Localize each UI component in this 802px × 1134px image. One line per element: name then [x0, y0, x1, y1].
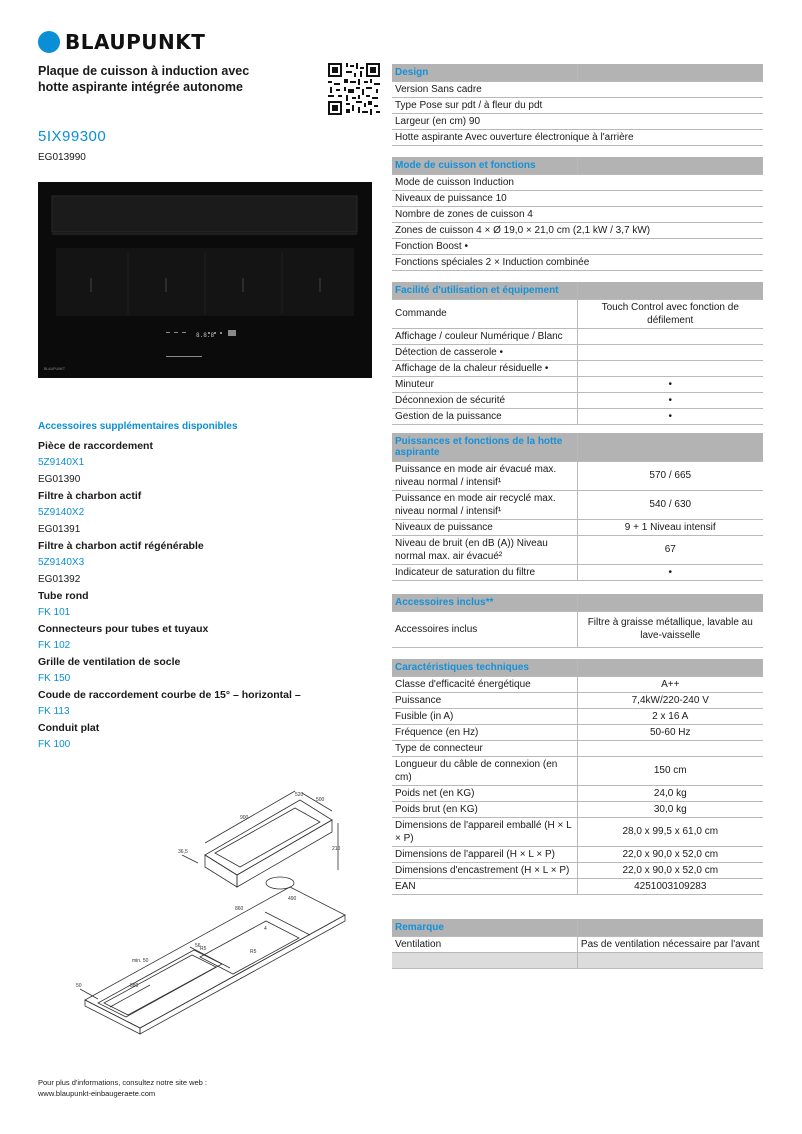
spec-key: Niveau de bruit (en dB (A)) Niveau normal max. air évacué²	[392, 535, 577, 564]
accessory-code: FK 100	[38, 739, 71, 750]
spec-key: Minuteur	[392, 376, 577, 392]
spec-key: Fréquence (en Hz)	[392, 724, 577, 740]
spec-value	[577, 360, 763, 376]
spec-value: 24,0 kg	[577, 785, 763, 801]
product-title-line-1: Plaque de cuisson à induction avec	[38, 64, 250, 78]
dim-label: R5	[250, 949, 257, 955]
accessory-code: FK 113	[38, 706, 70, 717]
spec-value: 50-60 Hz	[577, 724, 763, 740]
spec-value: 67	[577, 535, 763, 564]
accessory-item	[38, 654, 338, 687]
accessories-list	[38, 421, 338, 753]
accessory-code: 5Z9140X3	[38, 557, 85, 568]
spec-section-remark	[392, 919, 763, 969]
accessory-ref: EG01392	[38, 574, 81, 585]
spec-section-hood	[392, 433, 763, 581]
spec-value: 30,0 kg	[577, 801, 763, 817]
accessory-item	[38, 588, 338, 621]
dim-label: 490	[288, 896, 297, 902]
dim-label: 880	[130, 983, 139, 989]
spec-value: •	[577, 408, 763, 424]
spec-key: Poids net (en KG)	[392, 785, 577, 801]
spec-value: 22,0 x 90,0 x 52,0 cm	[577, 862, 763, 878]
spec-value: 22,0 x 90,0 x 52,0 cm	[577, 846, 763, 862]
accessory-name: Coude de raccordement courbe de 15° – horizontal –	[38, 689, 301, 701]
spec-value: A++	[577, 676, 763, 692]
spec-key: Accessoires inclus	[392, 611, 577, 647]
spec-row: Nombre de zones de cuisson 4	[392, 206, 763, 222]
spec-row: Mode de cuisson Induction	[392, 174, 763, 190]
spec-key: Dimensions d'encastrement (H × L × P)	[392, 862, 577, 878]
spec-value: •	[577, 376, 763, 392]
footer	[38, 1077, 207, 1099]
footer-link[interactable]: www.blaupunkt-einbaugeraete.com	[38, 1089, 156, 1098]
dim-label: 900	[240, 815, 249, 821]
spec-value: 2 x 16 A	[577, 708, 763, 724]
accessory-name: Tube rond	[38, 590, 89, 602]
spec-value: Filtre à graisse métallique, lavable au lave-vaisselle	[577, 611, 763, 647]
technical-drawing	[70, 775, 350, 1040]
accessory-name: Filtre à charbon actif	[38, 490, 142, 502]
spec-key: Dimensions de l'appareil (H × L × P)	[392, 846, 577, 862]
section-heading: Facilité d'utilisation et équipement	[392, 282, 577, 299]
spec-value: 540 / 630	[577, 490, 763, 519]
spec-value: Touch Control avec fonction de défilement	[577, 299, 763, 328]
spec-row: Fonctions spéciales 2 × Induction combinée	[392, 254, 763, 270]
dim-label: 56	[195, 943, 201, 949]
product-title-line-2: hotte aspirante intégrée autonome	[38, 80, 243, 94]
display-digits: 8.8.8	[196, 332, 215, 339]
section-heading: Caractéristiques techniques	[392, 659, 577, 676]
spec-key: Poids brut (en KG)	[392, 801, 577, 817]
spec-section-design	[392, 64, 763, 146]
dim-label: 860	[235, 906, 244, 912]
spec-key: Niveaux de puissance	[392, 519, 577, 535]
spec-value: 570 / 665	[577, 461, 763, 490]
accessory-ref: EG01390	[38, 474, 81, 485]
accessory-item	[38, 687, 338, 720]
spec-section-included	[392, 594, 763, 648]
spec-value: 4251003109283	[577, 878, 763, 894]
spec-key: Commande	[392, 299, 577, 328]
logo-dot-icon	[38, 31, 60, 53]
spec-key: Puissance en mode air recyclé max. niveau normal / intensif¹	[392, 490, 577, 519]
product-title	[38, 63, 308, 95]
accessory-item	[38, 621, 338, 654]
accessory-code: 5Z9140X2	[38, 507, 85, 518]
spec-key: EAN	[392, 878, 577, 894]
spec-value: 28,0 x 99,5 x 61,0 cm	[577, 817, 763, 846]
accessory-name: Grille de ventilation de socle	[38, 656, 181, 668]
dim-label: 50	[76, 983, 82, 989]
product-photo	[38, 182, 372, 378]
accessory-code: FK 102	[38, 640, 71, 651]
section-heading: Accessoires inclus**	[392, 594, 577, 611]
spec-row: Type Pose sur pdt / à fleur du pdt	[392, 97, 763, 113]
spec-key: Puissance	[392, 692, 577, 708]
accessory-name: Filtre à charbon actif régénérable	[38, 540, 204, 552]
spec-key: Puissance en mode air évacué max. niveau normal / intensif¹	[392, 461, 577, 490]
spec-key: Longueur du câble de connexion (en cm)	[392, 756, 577, 785]
spec-key: Gestion de la puissance	[392, 408, 577, 424]
model-number: 5IX99300	[38, 128, 107, 145]
section-heading: Puissances et fonctions de la hotte aspirante	[392, 433, 577, 461]
spec-key: Affichage / couleur Numérique / Blanc	[392, 328, 577, 344]
spec-value	[577, 328, 763, 344]
spec-value	[577, 344, 763, 360]
section-heading: Remarque	[392, 919, 577, 936]
spec-value: •	[577, 392, 763, 408]
dim-label: 500	[316, 797, 325, 803]
accessory-ref: EG01391	[38, 524, 81, 535]
accessory-item	[38, 488, 338, 538]
accessories-heading: Accessoires supplémentaires disponibles	[38, 421, 238, 432]
dim-label: 520	[295, 792, 304, 798]
dim-label: 36,5	[178, 849, 188, 855]
dim-label: min. 50	[132, 958, 149, 964]
spec-value: 9 + 1 Niveau intensif	[577, 519, 763, 535]
dim-label: 210	[332, 846, 341, 852]
accessory-item	[38, 720, 338, 753]
qr-code-icon	[328, 63, 380, 115]
accessory-name: Connecteurs pour tubes et tuyaux	[38, 623, 209, 635]
accessory-item	[38, 438, 338, 488]
spec-value: 150 cm	[577, 756, 763, 785]
spec-section-technical	[392, 659, 763, 895]
spec-section-usability	[392, 282, 763, 425]
spec-key: Type de connecteur	[392, 740, 577, 756]
spec-key: Dimensions de l'appareil emballé (H × L × P)	[392, 817, 577, 846]
spec-value: •	[577, 564, 763, 580]
spec-key: Classe d'efficacité énergétique	[392, 676, 577, 692]
spec-row: Largeur (en cm) 90	[392, 113, 763, 129]
section-heading: Mode de cuisson et fonctions	[392, 157, 577, 174]
brand-logo	[38, 30, 205, 54]
product-code: EG013990	[38, 152, 86, 163]
spec-key: Affichage de la chaleur résiduelle •	[392, 360, 577, 376]
accessory-code: FK 101	[38, 607, 71, 618]
footer-text: Pour plus d'informations, consultez notre site web :	[38, 1078, 208, 1087]
spec-section-cooking	[392, 157, 763, 271]
dim-label: R5	[200, 946, 207, 952]
dim-label: 4	[264, 926, 267, 932]
accessory-name: Pièce de raccordement	[38, 440, 153, 452]
spec-key: Détection de casserole •	[392, 344, 577, 360]
spec-value	[577, 740, 763, 756]
spec-row: Zones de cuisson 4 × Ø 19,0 × 21,0 cm (2,1 kW / 3,7 kW)	[392, 222, 763, 238]
section-heading: Design	[392, 64, 577, 81]
accessory-name: Conduit plat	[38, 722, 100, 734]
spec-row: Niveaux de puissance 10	[392, 190, 763, 206]
spec-row: Fonction Boost •	[392, 238, 763, 254]
spec-value: 7,4kW/220-240 V	[577, 692, 763, 708]
accessory-code: 5Z9140X1	[38, 457, 85, 468]
spec-key: Ventilation	[392, 936, 577, 952]
spec-row: Hotte aspirante Avec ouverture électronique à l'arrière	[392, 129, 763, 145]
spec-row: Version Sans cadre	[392, 81, 763, 97]
spec-key: Fusible (in A)	[392, 708, 577, 724]
accessory-item	[38, 538, 338, 588]
brand-name: BLAUPUNKT	[65, 30, 206, 54]
accessory-code: FK 150	[38, 673, 71, 684]
spec-key: Déconnexion de sécurité	[392, 392, 577, 408]
spec-key: Indicateur de saturation du filtre	[392, 564, 577, 580]
appliance-logo: BLAUPUNKT	[44, 367, 66, 371]
spec-value: Pas de ventilation nécessaire par l'avant	[577, 936, 763, 952]
